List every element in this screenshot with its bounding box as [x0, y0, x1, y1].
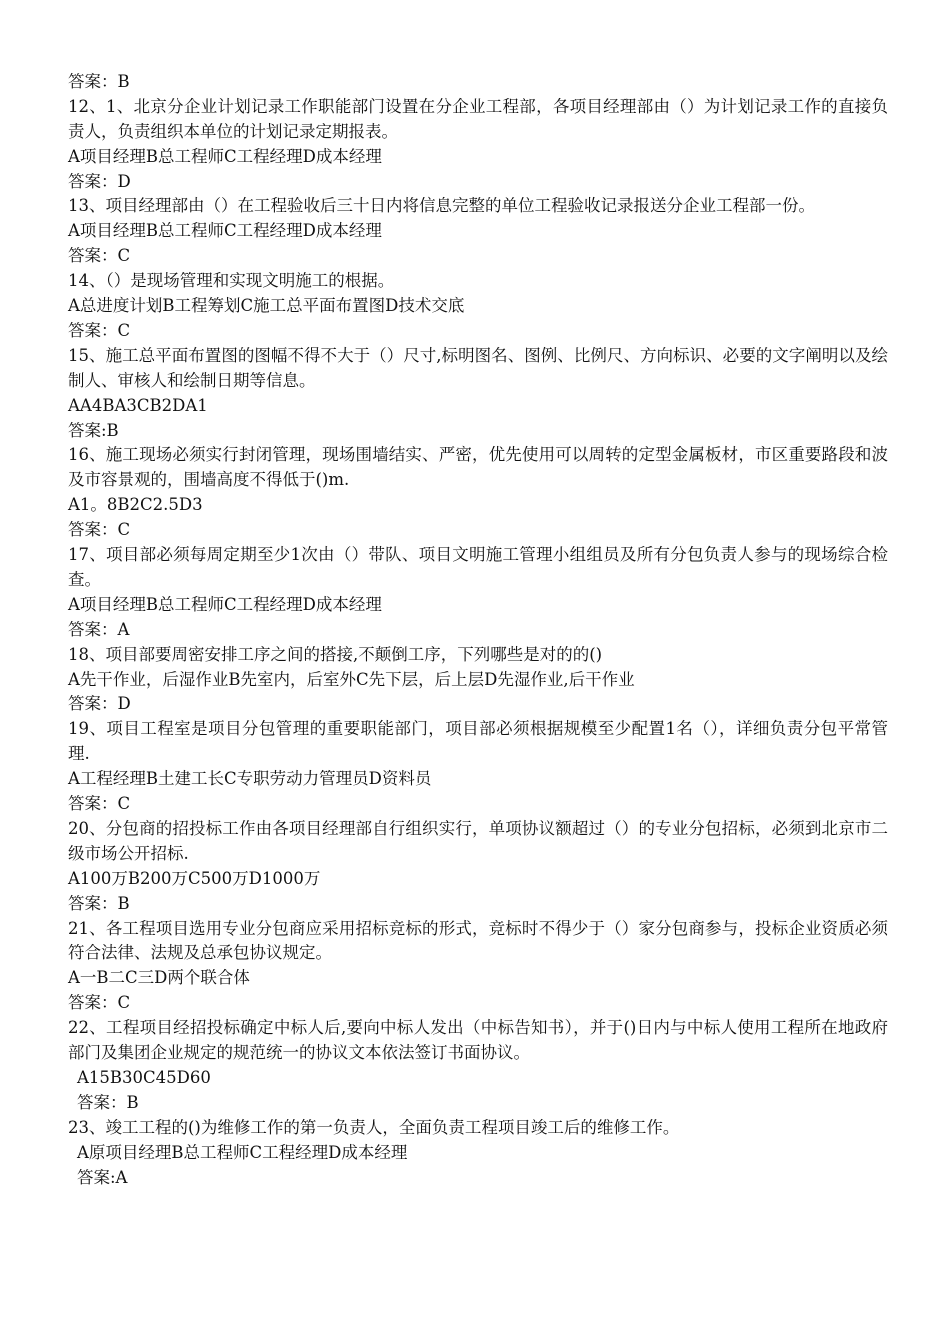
question-23: 23、竣工工程的()为维修工作的第一负责人，全面负责工程项目竣工后的维修工作。	[68, 1117, 680, 1137]
answer-line: 答案：A	[68, 619, 130, 639]
question-18: 18、项目部要周密安排工序之间的搭接,不颠倒工序，下列哪些是对的的()	[68, 644, 603, 664]
question-13: 13、项目经理部由（）在工程验收后三十日内将信息完整的单位工程验收记录报送分企业工程部一份。	[68, 196, 815, 216]
options-line: A项目经理B总工程师C工程经理D成本经理	[68, 221, 382, 241]
options-line: A15B30C45D60	[77, 1067, 211, 1087]
answer-line: 答案:B	[68, 420, 119, 440]
question-19: 19、项目工程室是项目分包管理的重要职能部门，项目部必须根据规模至少配置1名（），详细负责分包平常管理.	[68, 719, 888, 764]
options-line: A项目经理B总工程师C工程经理D成本经理	[68, 146, 382, 166]
question-16: 16、施工现场必须实行封闭管理，现场围墙结实、严密，优先使用可以周转的定型金属板材，市区重要路段和波及市容景观的，围墙高度不得低于()m.	[68, 445, 888, 490]
answer-line: 答案：D	[68, 694, 131, 714]
document-page	[68, 70, 888, 1190]
question-21: 21、各工程项目选用专业分包商应采用招标竞标的形式，竞标时不得少于（）家分包商参与，投标企业资质必须符合法律、法规及总承包协议规定。	[68, 918, 888, 963]
options-line: A原项目经理B总工程师C工程经理D成本经理	[77, 1142, 408, 1162]
answer-line: 答案：B	[77, 1092, 139, 1112]
answer-line: 答案：B	[68, 893, 130, 913]
options-line: AA4BA3CB2DA1	[68, 395, 208, 415]
question-20: 20、分包商的招投标工作由各项目经理部自行组织实行，单项协议额超过（）的专业分包招标，必须到北京市二级市场公开招标.	[68, 818, 888, 863]
options-line: A100万B200万C500万D1000万	[68, 868, 321, 888]
options-line: A总进度计划B工程筹划C施工总平面布置图D技术交底	[68, 296, 465, 316]
answer-line: 答案：B	[68, 72, 130, 91]
options-line: A1。8B2C2.5D3	[68, 495, 203, 515]
question-17: 17、项目部必须每周定期至少1次由（）带队、项目文明施工管理小组组员及所有分包负责人参与的现场综合检查。	[68, 545, 888, 589]
answer-line: 答案：C	[68, 246, 131, 266]
question-15: 15、施工总平面布置图的图幅不得不大于（）尺寸,标明图名、图例、比例尺、方向标识、必要的文字阐明以及绘制人、审核人和绘制日期等信息。	[68, 345, 888, 390]
answer-line: 答案：D	[68, 171, 131, 191]
answer-line: 答案:A	[77, 1167, 128, 1187]
answer-line: 答案：C	[68, 520, 131, 540]
answer-line: 答案：C	[68, 320, 131, 340]
question-14: 14、（）是现场管理和实现文明施工的根据。	[68, 271, 395, 291]
question-22: 22、工程项目经招投标确定中标人后,要向中标人发出（中标告知书），并于()日内与中标人使用工程所在地政府部门及集团企业规定的规范统一的协议文本依法签订书面协议。	[68, 1018, 888, 1063]
answer-line: 答案：C	[68, 993, 131, 1013]
question-12: 12、1、北京分企业计划记录工作职能部门设置在分企业工程部，各项目经理部由（）为计划记录工作的直接负责人，负责组织本单位的计划记录定期报表。	[68, 96, 888, 141]
answer-line: 答案：C	[68, 794, 131, 814]
options-line: A先干作业，后湿作业B先室内，后室外C先下层，后上层D先湿作业,后干作业	[68, 669, 635, 689]
options-line: A工程经理B土建工长C专职劳动力管理员D资料员	[68, 769, 432, 789]
options-line: A一B二C三D两个联合体	[68, 968, 250, 988]
options-line: A项目经理B总工程师C工程经理D成本经理	[68, 594, 382, 614]
